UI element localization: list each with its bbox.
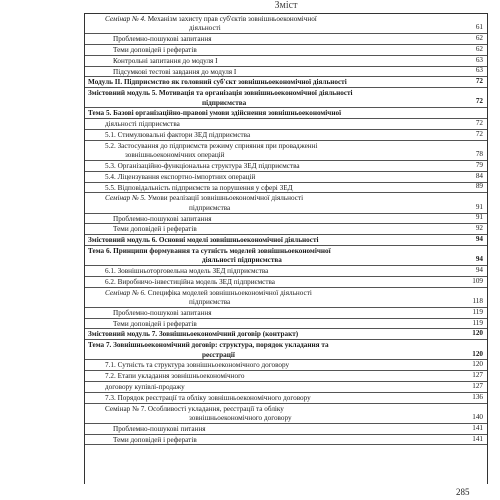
toc-entry-page: 119 [472, 318, 483, 327]
toc-entry-title: Модуль ІІ. Підприємство як головний суб'єкт зовнішньоекономічної діяльності [88, 78, 347, 87]
toc-entry[interactable] [85, 88, 487, 108]
toc-entry-text [105, 361, 289, 369]
toc-entry-page: 63 [475, 66, 483, 75]
toc-entry-title: Змістовний модуль 6. Основні моделі зовнішньоекономічної діяльності [88, 236, 319, 245]
toc-entry-title: Механізм захисту прав суб'єктів зовнішньоекономічної [147, 15, 317, 23]
toc-entry-continuation: підприємства [202, 98, 247, 107]
toc-entry-text [113, 46, 197, 54]
toc-entry-text [113, 309, 212, 317]
toc-entry-page: 120 [472, 349, 483, 358]
toc-entry-text [105, 120, 180, 128]
toc-entry-title: Теми доповідей і рефератів [113, 45, 197, 54]
toc-entry-text [105, 162, 300, 170]
toc-entry-title: Теми доповідей і рефератів [113, 435, 197, 444]
toc-entry[interactable] [85, 424, 487, 435]
toc-entry-title: Контрольні запитання до модуля І [113, 56, 218, 65]
toc-entry-title: Проблемно-пошукові запитання [113, 214, 212, 223]
toc-entry[interactable] [85, 435, 487, 446]
toc-entry-title: Тема 7. Зовнішньоекономічний договір: структура, порядок укладання та [88, 341, 329, 350]
toc-entry-title: Теми доповідей і рефератів [113, 319, 197, 328]
toc-entry-text [113, 215, 212, 223]
toc-entry-page: 62 [475, 34, 483, 43]
toc-entry[interactable] [85, 404, 487, 424]
toc-entry-title: договору купівлі-продажу [105, 383, 185, 392]
toc-entry-text [105, 278, 275, 286]
toc-entry-title: Тема 5. Базові організаційно-правові умови здійснення зовнішньоекономічної [88, 109, 342, 118]
toc-entry-continuation: діяльності [189, 24, 221, 33]
toc-entry-title: Умови реалізації зовнішньоекономічної діяльності [147, 194, 304, 203]
toc-entry[interactable] [85, 130, 487, 141]
toc-entry[interactable] [85, 235, 487, 246]
toc-entry-title: 5.4. Ліцензування експортно-імпортних операцій [105, 172, 256, 181]
toc-entry-page: 91 [475, 202, 483, 211]
toc-entry-title: Проблемно-пошукові питання [113, 424, 206, 433]
toc-entry-title: Тема 6. Принципи формування та сутність моделей зовнішньоекономічної [88, 246, 331, 255]
toc-entry[interactable] [85, 67, 487, 78]
toc-entry-continuation: реєстрації [202, 350, 235, 359]
toc-entry-page: 136 [472, 392, 483, 401]
toc-entry-text [88, 247, 331, 255]
toc-entry[interactable] [85, 288, 487, 308]
toc-entry-page: 94 [475, 266, 483, 274]
toc-entry-continuation: підприємства [189, 298, 231, 307]
toc-entry-page: 89 [475, 182, 483, 191]
toc-entry-title: Теми доповідей і рефератів [113, 225, 197, 234]
toc-entry-title: 5.3. Організаційно-функціональна структура ЗЕД підприємства [105, 161, 300, 170]
toc-entry-continuation: діяльності підприємства [202, 256, 282, 265]
toc-entry-text [105, 184, 293, 192]
toc-entry-prefix: Семінар № 5. [105, 194, 146, 203]
toc-entry-page: 72 [475, 119, 483, 128]
toc-entry-text [105, 372, 244, 380]
toc-entry-page: 109 [472, 276, 483, 285]
toc-entry[interactable] [85, 193, 487, 213]
toc-entry-page: 91 [475, 213, 483, 222]
toc-entry-text [88, 330, 298, 338]
toc-entry-page: 61 [475, 23, 483, 32]
toc-entry-title: 7.2. Етапи укладання зовнішньоекономічного [105, 372, 245, 381]
toc-entry-title: 5.5. Відповідальність підприємств за порушення у сфері ЗЕД [105, 183, 293, 192]
toc-entry[interactable] [85, 382, 487, 393]
toc-entry-text [105, 394, 311, 402]
toc-entry[interactable] [85, 224, 487, 235]
toc-entry-page: 72 [475, 77, 483, 86]
toc-entry[interactable] [85, 277, 487, 288]
toc-entry-text [105, 405, 284, 413]
toc-entry[interactable] [85, 172, 487, 183]
toc-entry-prefix: Семінар № 6. [105, 288, 146, 297]
toc-entry-text [105, 131, 250, 139]
toc-entry[interactable] [85, 319, 487, 330]
toc-entry-text [105, 173, 255, 181]
toc-entry-page: 118 [472, 296, 483, 305]
toc-entry-page: 94 [475, 235, 483, 243]
toc-entry-text [105, 15, 317, 23]
toc-entry-page: 78 [475, 150, 483, 159]
page-header-title: Зміст [274, 0, 298, 11]
toc-entry-continuation: підприємства [189, 203, 231, 212]
toc-entry-title: діяльності підприємства [105, 120, 180, 129]
toc-entry-text [105, 289, 312, 297]
toc-entry[interactable] [85, 183, 487, 194]
toc-entry-text [88, 341, 329, 349]
toc-entry-text [113, 436, 197, 444]
toc-entry-text [113, 425, 206, 433]
toc-entry-page: 140 [472, 412, 483, 421]
table-of-contents [84, 14, 488, 484]
toc-entry-page: 127 [472, 371, 483, 380]
toc-entry-text [105, 194, 303, 202]
toc-entry[interactable] [85, 246, 487, 266]
toc-entry[interactable] [85, 34, 487, 45]
toc-entry-title: Змістовний модуль 7. Зовнішньоекономічний договір (контракт) [88, 330, 299, 339]
toc-entry-continuation: зовнішньоекономічного договору [189, 414, 292, 423]
toc-entry-title: Специфіка моделей зовнішньоекономічної діяльності [147, 288, 312, 297]
toc-entry-text [113, 68, 236, 76]
toc-entry[interactable] [85, 56, 487, 67]
toc-entry-page: 63 [475, 55, 483, 64]
toc-entry-continuation: зовнішньоекономічних операцій [125, 151, 225, 160]
toc-entry-title: Змістовний модуль 5. Мотивація та організація зовнішньоекономічної діяльності [88, 89, 353, 98]
toc-entry-text [88, 109, 341, 117]
toc-entry-page: 79 [475, 160, 483, 169]
toc-entry-page: 72 [475, 97, 483, 106]
toc-entry[interactable] [85, 141, 487, 161]
toc-entry-title: 5.2. Застосування до підприємств режиму сприяння при провадженні [105, 141, 318, 150]
toc-entry[interactable] [85, 119, 487, 130]
toc-entry[interactable] [85, 360, 487, 371]
toc-entry-page: 62 [475, 44, 483, 53]
toc-entry-text [105, 267, 268, 275]
toc-entry[interactable] [85, 14, 487, 34]
toc-entry-page: 94 [475, 255, 483, 264]
toc-entry[interactable] [85, 340, 487, 360]
toc-entry-page: 141 [472, 434, 483, 443]
toc-entry-page: 120 [472, 360, 483, 369]
toc-entry-page: 141 [472, 423, 483, 432]
toc-entry-prefix: Семінар № 4. [105, 15, 146, 23]
toc-entry-title: 6.2. Виробничо-інвестиційна модель ЗЕД підприємства [105, 277, 275, 286]
toc-entry-title: Проблемно-пошукові запитання [113, 308, 212, 317]
toc-entry[interactable] [85, 371, 487, 382]
toc-entry-title: 7.1. Сутність та структура зовнішньоекономічного договору [105, 361, 290, 370]
toc-entry[interactable] [85, 329, 487, 340]
toc-entry-text [113, 320, 197, 328]
toc-entry[interactable] [85, 77, 487, 88]
toc-entry-text [113, 57, 218, 65]
toc-entry-text [88, 89, 353, 97]
toc-entry-text [88, 78, 347, 86]
toc-entry-page: 72 [475, 129, 483, 138]
toc-entry-title: Підсумкові тестові завдання до модуля І [113, 67, 237, 76]
toc-entry-page: 127 [472, 382, 483, 390]
toc-entry-title: 6.1. Зовнішньоторговельна модель ЗЕД підприємства [105, 267, 269, 276]
toc-entry[interactable] [85, 214, 487, 225]
toc-entry[interactable] [85, 108, 487, 119]
toc-entry[interactable] [85, 45, 487, 56]
toc-entry-page: 119 [472, 307, 483, 316]
toc-entry-text [113, 225, 197, 233]
toc-entry-text [113, 35, 212, 43]
toc-entry[interactable] [85, 308, 487, 319]
toc-entry-text [88, 236, 318, 244]
toc-entry-title: Проблемно-пошукові запитання [113, 35, 212, 44]
toc-entry-text [105, 142, 317, 150]
toc-entry-page: 84 [475, 171, 483, 180]
page-number: 285 [456, 487, 470, 497]
toc-entry[interactable] [85, 393, 487, 404]
toc-entry-title: Семінар № 7. Особливості укладання, реєстрації та обліку [105, 404, 284, 413]
toc-entry-page: 92 [475, 224, 483, 233]
toc-entry[interactable] [85, 161, 487, 172]
toc-entry-title: 5.1. Стимулювальні фактори ЗЕД підприємства [105, 130, 251, 139]
toc-entry-text [105, 383, 185, 391]
toc-entry[interactable] [85, 266, 487, 277]
toc-entry-title: 7.3. Порядок реєстрації та обліку зовнішньоекономічного договору [105, 393, 311, 402]
toc-entry-page: 120 [472, 329, 483, 338]
